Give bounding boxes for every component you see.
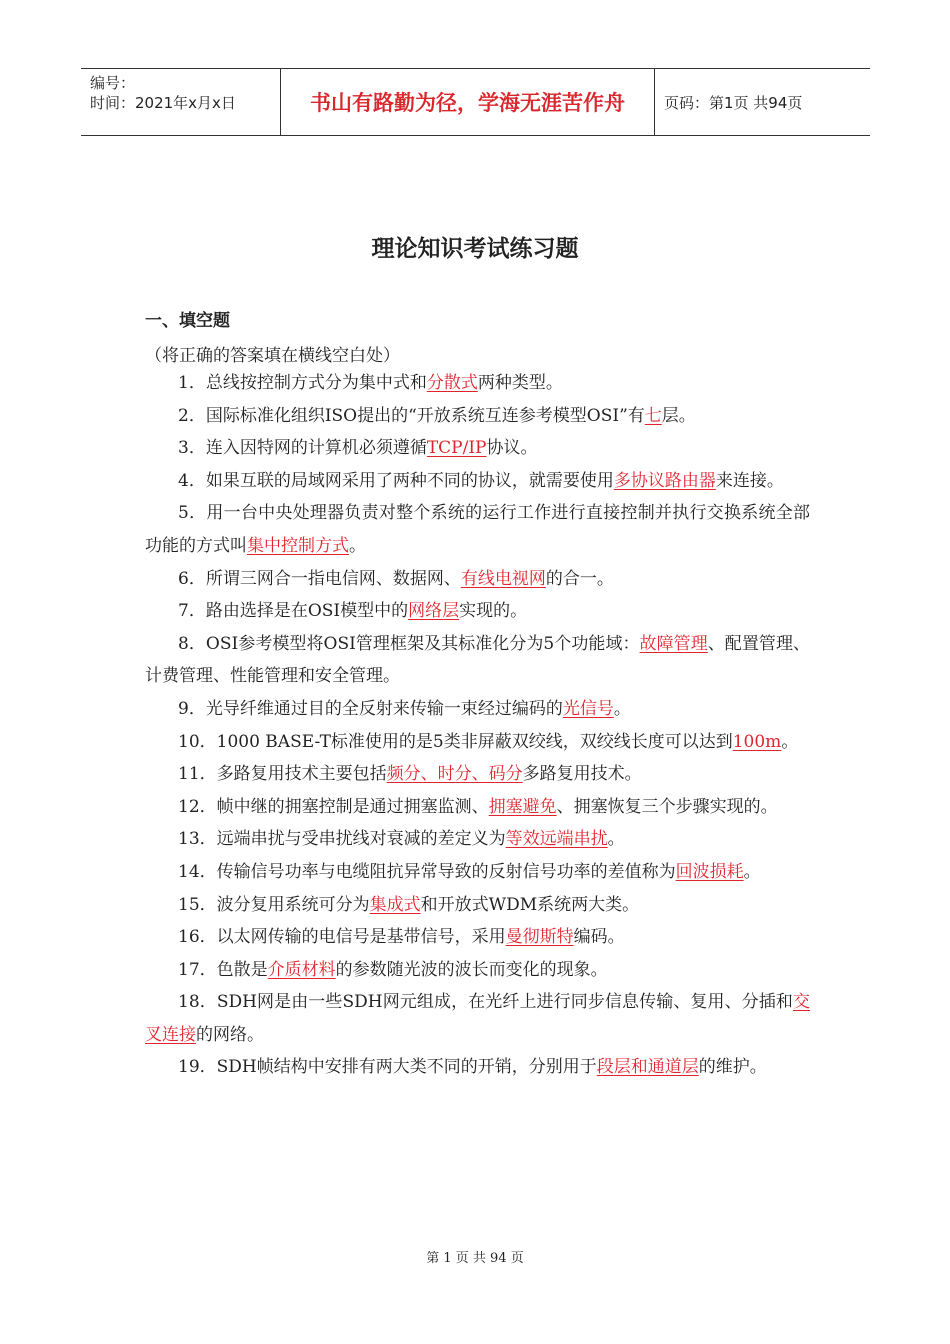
question-item: 2．国际标准化组织ISO提出的“开放系统互连参考模型OSI”有七层。 <box>178 405 696 426</box>
page-footer: 第 1 页 共 94 页 <box>426 1251 524 1266</box>
answer-text: 介质材料 <box>267 959 336 980</box>
number-label: 编号： <box>90 74 136 92</box>
answer-text: 光信号 <box>562 698 614 719</box>
question-item: 5．用一台中央处理器负责对整个系统的运行工作进行直接控制并执行交换系统全部功能的方式叫集中控制方式。 <box>145 503 810 556</box>
question-item: 10．1000 BASE-T标准使用的是5类非屏蔽双绞线，双绞线长度可以达到100m。 <box>178 731 799 752</box>
question-item: 6．所谓三网合一指电信网、数据网、有线电视网的合一。 <box>178 568 614 589</box>
question-item: 1．总线按控制方式分为集中式和分散式两种类型。 <box>178 373 563 393</box>
question-item: 3．连入因特网的计算机必须遵循TCP/IP协议。 <box>178 438 538 459</box>
question-item: 13．远端串扰与受串扰线对衰减的差定义为等效远端串扰。 <box>178 829 625 850</box>
question-item: 16．以太网传输的电信号是基带信号，采用曼彻斯特编码。 <box>178 927 625 948</box>
question-list <box>145 367 810 1084</box>
answer-text: 曼彻斯特 <box>505 927 574 948</box>
question-item: 15．波分复用系统可分为集成式和开放式WDM系统两大类。 <box>178 894 640 915</box>
answer-text: 100m <box>732 731 782 752</box>
header-motto: 书山有路勤为径，学海无涯苦作舟 <box>281 69 655 135</box>
question-item: 7．路由选择是在OSI模型中的网络层实现的。 <box>178 601 528 622</box>
answer-text: TCP/IP <box>426 438 487 459</box>
answer-text: 有线电视网 <box>460 568 546 589</box>
answer-text: 故障管理 <box>639 633 708 654</box>
answer-text: 集中控制方式 <box>247 535 349 556</box>
answer-text: 网络层 <box>408 601 460 622</box>
question-item: 17．色散是介质材料的参数随光波的波长而变化的现象。 <box>178 959 608 980</box>
page-header <box>81 68 870 136</box>
time-label: 时间：2021年x月x日 <box>90 94 236 112</box>
answer-text: 回波损耗 <box>675 861 744 882</box>
question-item: 12．帧中继的拥塞控制是通过拥塞监测、拥塞避免、拥塞恢复三个步骤实现的。 <box>178 796 778 817</box>
answer-text: 交叉连接 <box>145 992 810 1045</box>
section-instruction: （将正确的答案填在横线空白处） <box>145 346 400 366</box>
answer-text: 频分、时分、码分 <box>386 764 523 785</box>
question-item: 4．如果互联的局域网采用了两种不同的协议，就需要使用多协议路由器来连接。 <box>178 470 784 491</box>
answer-text: 等效远端串扰 <box>505 829 608 850</box>
answer-text: 拥塞避免 <box>488 796 557 817</box>
question-item: 11．多路复用技术主要包括频分、时分、码分多路复用技术。 <box>178 764 642 785</box>
answer-text: 集成式 <box>369 894 421 915</box>
section-title: 一、填空题 <box>145 311 230 331</box>
answer-text: 七 <box>644 405 662 426</box>
question-item: 18．SDH网是由一些SDH网元组成，在光纤上进行同步信息传输、复用、分插和交叉连接的网络。 <box>145 992 810 1045</box>
question-item: 9．光导纤维通过目的全反射来传输一束经过编码的光信号。 <box>178 698 631 719</box>
header-page-info: 页码：第1页 共94页 <box>664 93 803 112</box>
question-item: 19．SDH帧结构中安排有两大类不同的开销，分别用于段层和通道层的维护。 <box>178 1057 767 1078</box>
question-item: 14．传输信号功率与电缆阻抗异常导致的反射信号功率的差值称为回波损耗。 <box>178 861 761 882</box>
answer-text: 段层和通道层 <box>596 1057 699 1078</box>
answer-text: 分散式 <box>426 373 478 393</box>
header-meta <box>81 69 281 135</box>
document-title: 理论知识考试练习题 <box>371 236 579 262</box>
answer-text: 多协议路由器 <box>613 470 716 491</box>
question-item: 8．OSI参考模型将OSI管理框架及其标准化分为5个功能域：故障管理、配置管理、计费管理、性能管理和安全管理。 <box>145 633 811 687</box>
